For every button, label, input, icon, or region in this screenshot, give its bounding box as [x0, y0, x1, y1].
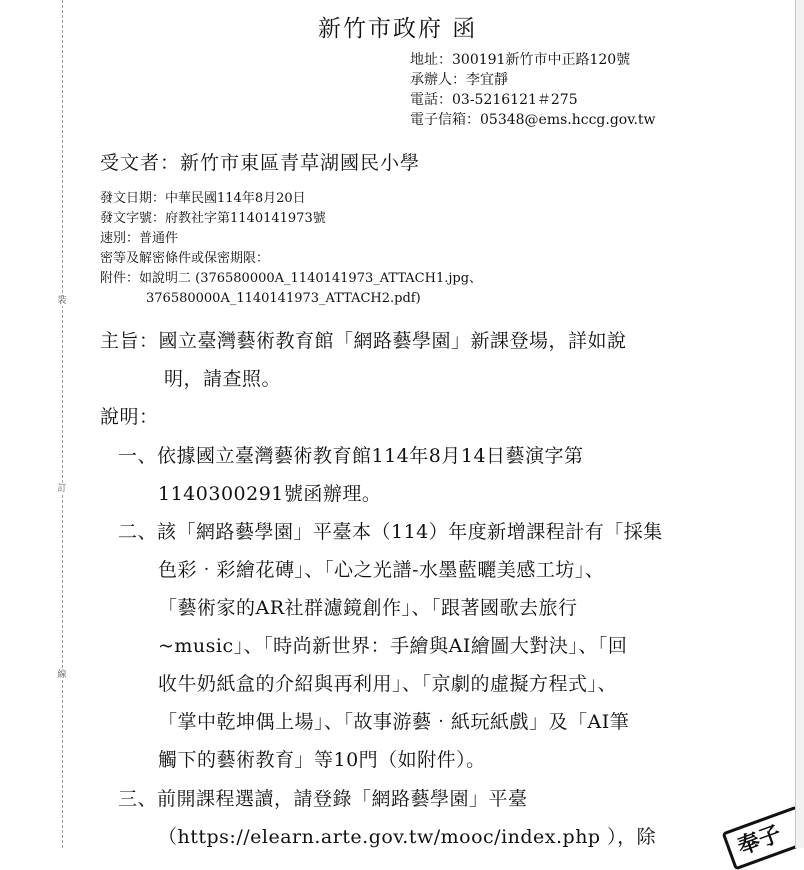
subject-line-1: 主旨：國立臺灣藝術教育館「網路藝學園」新課登場，詳如說 — [100, 330, 627, 352]
approval-stamp: 奉子 — [722, 806, 804, 870]
binding-mark-ding: 訂 — [57, 484, 67, 494]
item-2-line-6: 「掌中乾坤偶上場」、「故事游藝‧紙玩紙戲」及「AI筆 — [158, 711, 630, 733]
sender-email: 電子信箱：05348@ems.hccg.gov.tw — [410, 112, 656, 128]
item-2-line-2: 色彩‧彩繪花磚」、「心之光譜-水墨藍曬美感工坊」、 — [158, 559, 605, 581]
item-2-line-3: 「藝術家的AR社群濾鏡創作」、「跟著國歌去旅行 — [158, 597, 578, 619]
attachment-line-1: 附件：如說明二 (376580000A_1140141973_ATTACH1.jpg、 — [100, 271, 483, 286]
item-3-line-1: 三、前開課程選讀，請登錄「網路藝學園」平臺 — [118, 788, 528, 810]
explanation-heading: 說明： — [100, 406, 159, 428]
viewer-scroll-edge[interactable] — [795, 0, 804, 848]
issue-date: 發文日期：中華民國114年8月20日 — [100, 191, 306, 206]
item-3-line-2: （https://elearn.arte.gov.tw/mooc/index.php ），除 — [158, 826, 657, 848]
item-1-line-2: 1140300291號函辦理。 — [158, 483, 382, 505]
binding-line — [62, 0, 63, 848]
item-1-line-1: 一、依據國立臺灣藝術教育館114年8月14日藝演字第 — [118, 445, 584, 467]
recipient: 受文者：新竹市東區青草湖國民小學 — [100, 152, 421, 174]
secrecy-level: 密等及解密條件或保密期限： — [100, 251, 270, 266]
sender-phone: 電話：03-5216121＃275 — [410, 92, 578, 108]
binding-mark-zhuang: 裝 — [57, 296, 67, 306]
issue-number: 發文字號：府教社字第1140141973號 — [100, 211, 326, 226]
document-title: 新竹市政府 函 — [318, 16, 478, 42]
attachment-line-2: 376580000A_1140141973_ATTACH2.pdf) — [146, 291, 421, 306]
subject-line-2: 明，請查照。 — [164, 368, 282, 390]
sender-contact: 承辦人：李宜靜 — [410, 72, 508, 88]
delivery-speed: 速別：普通件 — [100, 231, 179, 246]
item-2-line-5: 收牛奶紙盒的介紹與再利用」、「京劇的虛擬方程式」、 — [158, 673, 618, 695]
sender-address: 地址：300191新竹市中正路120號 — [410, 52, 631, 68]
binding-mark-xian: 線 — [57, 670, 67, 680]
item-2-line-1: 二、該「網路藝學園」平臺本（114）年度新增課程計有「採集 — [118, 521, 663, 543]
item-2-line-7: 觸下的藝術教育」等10門（如附件）。 — [158, 749, 486, 771]
item-2-line-4: ~music」、「時尚新世界：手繪與AI繪圖大對決」、「回 — [158, 635, 628, 657]
